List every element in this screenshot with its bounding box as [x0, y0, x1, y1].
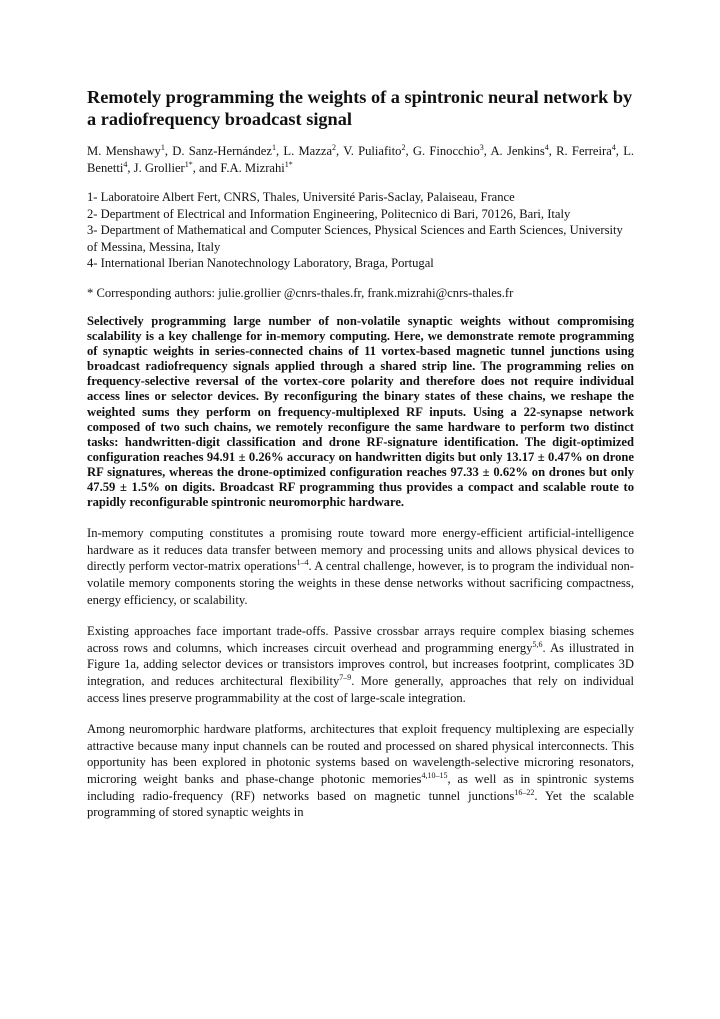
- affiliation: 3- Department of Mathematical and Computer Sciences, Physical Sciences and Earth Sciences, University of Messina, Messina, Italy: [87, 223, 623, 254]
- body-paragraph: [87, 525, 634, 608]
- body-paragraph: [87, 721, 634, 821]
- author-name: D. Sanz-Hernández: [172, 144, 272, 158]
- author-name: F.A. Mizrahi: [220, 160, 285, 175]
- author-affiliation-mark: 2: [401, 142, 406, 152]
- author-affiliation-mark: 1: [160, 142, 165, 152]
- paragraph-text: In-memory computing constitutes a promising route toward more energy-efficient artificial-intelligence hardware as it reduces data transfer between memory and processing units and allows physical devices to directly perform vector-matrix operations: [87, 526, 634, 574]
- author-name: L. Benetti: [87, 144, 635, 175]
- paragraph-text: . As illustrated in Figure 1a, adding selector devices or transistors improves control, but increases footprint, complicates 3D integration, and reduces architectural flexibility: [87, 640, 635, 688]
- abstract: Selectively programming large number of non-volatile synaptic weights without compromising scalability is a key challenge for in-memory computing. Here, we demonstrate remote programming of synaptic weights in series-connected chains of 11 vortex-based magnetic tunnel junctions using broadcast radiofrequency signals applied through a shared strip line. The programming relies on frequency-selective reversal of the vortex-core polarity and therefore does not require individual access lines or selector devices. By reconfiguring the binary states of these chains, we reshape the weighted sums they perform on frequency-multiplexed RF inputs. Using a 22-synapse network composed of two such chains, we remotely reconfigure the same hardware to perform two distinct tasks: handwritten-digit classification and drone RF-signature identification. The digit-optimized configuration reaches 94.91 ± 0.26% accuracy on handwritten digits but only 13.17 ± 0.47% on drone RF signatures, whereas the drone-optimized configuration reaches 97.33 ± 0.62% on drones but only 47.59 ± 1.5% on digits. Broadcast RF programming thus provides a compact and scalable route to rapidly reconfigurable spintronic neuromorphic hardware.: [87, 314, 634, 510]
- citation-ref: 4,10–15: [421, 770, 448, 780]
- author-affiliation-mark: 3: [479, 142, 484, 152]
- author-affiliation-mark: 4: [544, 142, 549, 152]
- affiliation: 2- Department of Electrical and Information Engineering, Politecnico di Bari, 70126, Bari, Italy: [87, 206, 571, 221]
- paragraph-text: Among neuromorphic hardware platforms, architectures that exploit frequency multiplexing are especially attractive because many input channels can be routed and processed on shared physical interconnects. This opportunity has been explored in photonic systems based on wavelength-selective microring resonators, microring weight banks and phase-change photonic memories: [87, 722, 634, 786]
- citation-ref: 7–9: [339, 672, 352, 682]
- author-name: L. Mazza: [283, 144, 333, 158]
- affiliation: 1- Laboratoire Albert Fert, CNRS, Thales, Université Paris-Saclay, Palaiseau, France: [87, 190, 515, 204]
- author-name: R. Ferreira: [556, 144, 612, 158]
- paragraph-text: . More generally, approaches that rely on individual access lines preserve programmability at the cost of large-scale integration.: [87, 673, 634, 705]
- author-name: J. Grollier: [133, 160, 185, 175]
- author-affiliation-mark: 1*: [184, 159, 193, 169]
- paragraph-text: . A central challenge, however, is to program the individual non-volatile memory components storing the weights in these dense networks without sacrificing compactness, energy efficiency, or scalability.: [87, 559, 634, 607]
- paper-title: Remotely programming the weights of a spintronic neural network by a radiofrequency broadcast signal: [87, 87, 633, 129]
- paragraph-text: , as well as in spintronic systems including radio-frequency (RF) networks based on magnetic tunnel junctions: [87, 771, 634, 803]
- author-name: A. Jenkins: [490, 144, 545, 158]
- author-name: V. Puliafito: [343, 144, 402, 158]
- paper-page: [87, 86, 634, 821]
- citation-ref: 1–4: [296, 558, 309, 568]
- paragraph-text: Existing approaches face important trade-offs. Passive crossbar arrays require complex biasing schemes across rows and columns, which increases circuit overhead and programming energy: [87, 624, 634, 655]
- corresponding-authors: * Corresponding authors: julie.grollier @cnrs-thales.fr, frank.mizrahi@cnrs-thales.fr: [87, 285, 514, 300]
- affiliation-list: [87, 189, 634, 272]
- author-list: M. Menshawy$^1$, D. Sanz-Hernández$^1$, L. Mazza$^2$, V. Puliafito$^2$, G. Finocchio$^3$, A. Jenkins$^4$, R. Ferreira$^4$, L. Benetti$^4$, J. Grollier$^{1*}$, and F.A. Mizrahi$^{1*}$: [87, 142, 635, 175]
- author-name: G. Finocchio: [412, 144, 480, 158]
- paragraph-text: . Yet the scalable programming of stored synaptic weights in: [87, 788, 634, 820]
- author-affiliation-mark: 1: [271, 142, 276, 152]
- author-affiliation-mark: 1*: [284, 159, 293, 169]
- author-affiliation-mark: 2: [332, 142, 337, 152]
- affiliation: 4- International Iberian Nanotechnology Laboratory, Braga, Portugal: [87, 256, 434, 270]
- citation-ref: 16–22: [514, 787, 535, 797]
- author-name: M. Menshawy: [87, 144, 161, 158]
- body-paragraph: [87, 623, 634, 706]
- author-affiliation-mark: 4: [123, 159, 128, 169]
- citation-ref: 5,6: [532, 639, 543, 649]
- author-affiliation-mark: 4: [611, 142, 616, 152]
